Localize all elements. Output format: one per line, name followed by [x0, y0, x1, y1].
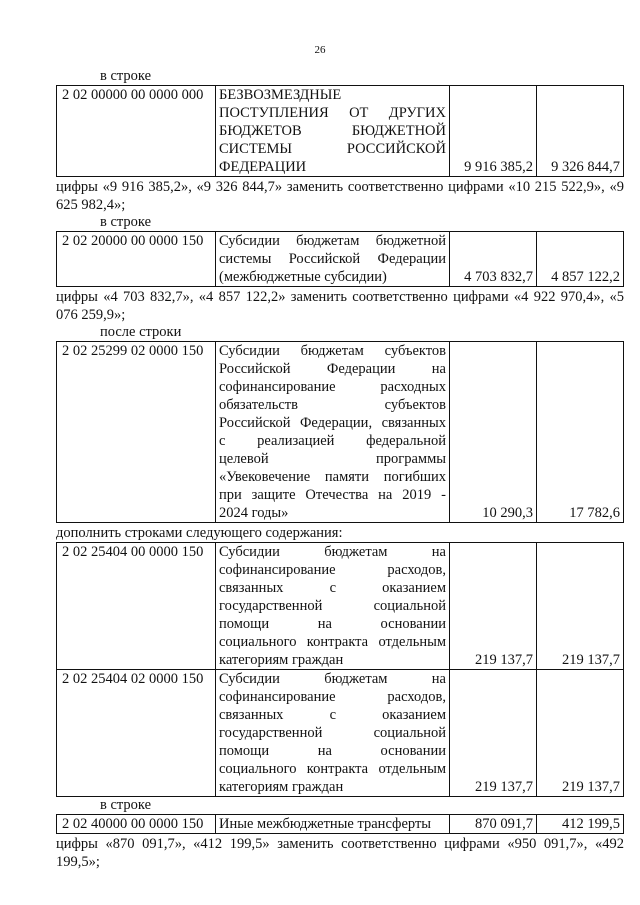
name-line: БЕЗВОЗМЕЗДНЫЕ	[219, 87, 342, 103]
intro-text: в строке	[100, 214, 152, 230]
budget-item-name	[216, 815, 450, 834]
value-year-2: 219 137,7	[537, 670, 624, 797]
name-line: Субсидии бюджетам на	[219, 544, 446, 560]
name-line: категориям граждан	[219, 779, 344, 795]
name-line: государственной социальной	[219, 725, 446, 741]
value-year-2: 9 326 844,7	[537, 86, 624, 177]
name-line: ФЕДЕРАЦИИ	[219, 159, 307, 175]
value-year-1: 4 703 832,7	[450, 232, 537, 287]
budget-code: 2 02 25404 02 0000 150	[57, 670, 216, 797]
value-year-1: 9 916 385,2	[450, 86, 537, 177]
name-line: СИСТЕМЫ РОССИЙСКОЙ	[219, 141, 446, 157]
table-row	[57, 815, 624, 834]
name-line: «Увековечение памяти погибших	[219, 469, 446, 485]
table-row	[57, 86, 624, 177]
name-line: ПОСТУПЛЕНИЯ ОТ ДРУГИХ	[219, 105, 446, 121]
budget-item-name	[216, 86, 450, 177]
name-line: 2024 годы»	[219, 505, 289, 521]
intro-text: в строке	[100, 797, 152, 813]
amendment-text: цифры «9 916 385,2», «9 326 844,7» заменить соответственно цифрами «10 215 522,9», «9 625 982,4»;	[56, 179, 624, 213]
name-line: при защите Отечества на 2019 -	[219, 487, 446, 503]
budget-code: 2 02 25299 02 0000 150	[57, 342, 216, 523]
name-line: Российской Федерации на	[219, 361, 446, 377]
budget-item-name	[216, 670, 450, 797]
page-number: 26	[314, 44, 326, 56]
name-line: социального контракта отдельным	[219, 761, 446, 777]
value-year-2: 412 199,5	[537, 815, 624, 834]
name-line: категориям граждан	[219, 652, 344, 668]
budget-table-row-block	[56, 814, 624, 834]
name-line: Субсидии бюджетам бюджетной	[219, 233, 446, 249]
value-year-1: 219 137,7	[450, 670, 537, 797]
budget-item-name	[216, 232, 450, 287]
table-row	[57, 543, 624, 670]
budget-item-name	[216, 543, 450, 670]
budget-table-row-block	[56, 85, 624, 177]
name-line: обязательств субъектов	[219, 397, 446, 413]
value-year-1: 219 137,7	[450, 543, 537, 670]
table-row	[57, 342, 624, 523]
name-line: государственной социальной	[219, 598, 446, 614]
name-line: (межбюджетные субсидии)	[219, 269, 387, 285]
amendment-text: цифры «4 703 832,7», «4 857 122,2» заменить соответственно цифрами «4 922 970,4», «5 076 259,9»;	[56, 289, 624, 323]
name-line: БЮДЖЕТОВ БЮДЖЕТНОЙ	[219, 123, 446, 139]
budget-code: 2 02 00000 00 0000 000	[57, 86, 216, 177]
budget-table-row-block	[56, 231, 624, 287]
name-line: помощи на основании	[219, 616, 446, 632]
document-body	[56, 68, 624, 871]
table-row	[57, 232, 624, 287]
value-year-2: 219 137,7	[537, 543, 624, 670]
name-line: Субсидии бюджетам на	[219, 671, 446, 687]
name-line: Субсидии бюджетам субъектов	[219, 343, 446, 359]
budget-code: 2 02 40000 00 0000 150	[57, 815, 216, 834]
name-line: целевой программы	[219, 451, 446, 467]
budget-table-row-block	[56, 341, 624, 523]
name-line: связанных с оказанием	[219, 707, 446, 723]
name-line: Российской Федерации, связанных	[219, 415, 446, 431]
new-rows-table	[56, 542, 624, 797]
name-line: софинансирование расходов,	[219, 562, 446, 578]
intro-text: после строки	[100, 324, 182, 340]
name-line: связанных с оказанием	[219, 580, 446, 596]
name-line: с реализацией федеральной	[219, 433, 446, 449]
name-line: софинансирование расходных	[219, 379, 446, 395]
name-line: Иные межбюджетные трансферты	[219, 816, 432, 832]
amendment-text: дополнить строками следующего содержания:	[56, 525, 343, 541]
budget-code: 2 02 25404 00 0000 150	[57, 543, 216, 670]
name-line: софинансирование расходов,	[219, 689, 446, 705]
value-year-1: 10 290,3	[450, 342, 537, 523]
name-line: социального контракта отдельным	[219, 634, 446, 650]
amendment-text: цифры «870 091,7», «412 199,5» заменить соответственно цифрами «950 091,7», «492 199,5»;	[56, 836, 624, 870]
budget-code: 2 02 20000 00 0000 150	[57, 232, 216, 287]
value-year-2: 4 857 122,2	[537, 232, 624, 287]
name-line: помощи на основании	[219, 743, 446, 759]
value-year-2: 17 782,6	[537, 342, 624, 523]
value-year-1: 870 091,7	[450, 815, 537, 834]
intro-text: в строке	[100, 68, 152, 84]
table-row	[57, 670, 624, 797]
budget-item-name	[216, 342, 450, 523]
name-line: системы Российской Федерации	[219, 251, 446, 267]
